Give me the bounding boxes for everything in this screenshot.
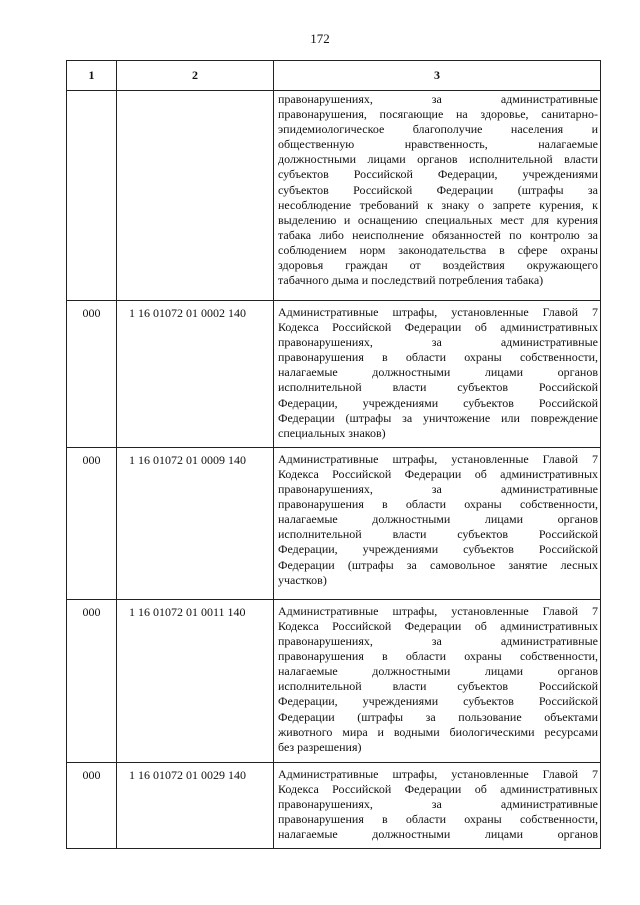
description-cell [274, 599, 601, 762]
description-line: несоблюдение требований к знаку о запрете курения, к [278, 197, 598, 212]
admin-code-cell: 000 [67, 301, 117, 448]
description-line: должностными лицами органов исполнительной власти [278, 152, 598, 167]
description-line: общественную нравственность, налагаемые [278, 137, 598, 152]
description-line: Кодекса Российской Федерации об административных [278, 466, 598, 481]
description-line: Федерации, учреждениями субъектов Российской [278, 542, 598, 557]
description-line: Административные штрафы, установленные Главой 7 [278, 766, 598, 781]
description-line: здоровья граждан от воздействия окружающего [278, 258, 598, 273]
description-line: специальных знаков) [278, 425, 386, 440]
description-line: табака либо неисполнение обязанностей по контролю за [278, 227, 598, 242]
description-line: Федерации (штрафы за пользование объектами [278, 709, 598, 724]
description-line: субъектов Российской Федерации (штрафы за [278, 182, 598, 197]
description-line: субъектов Российской Федерации, учреждениями [278, 167, 598, 182]
description-line: правонарушения в области охраны собственности, [278, 497, 598, 512]
table-row [67, 301, 601, 448]
table-body [67, 91, 601, 849]
column-header-1: 1 [67, 61, 117, 91]
header-row [67, 61, 601, 91]
description-line: Федерации (штрафы за самовольное занятие лесных [278, 557, 598, 572]
description-line: животного мира и водными биологическими ресурсами [278, 724, 598, 739]
description-line: без разрешения) [278, 739, 362, 754]
description-line: правонарушениях, за административные [278, 797, 598, 812]
description-line: правонарушения в области охраны собственности, [278, 812, 598, 827]
description-line: налагаемые должностными лицами органов [278, 827, 598, 842]
description-line: участков) [278, 572, 327, 587]
budget-codes-table [66, 60, 601, 849]
budget-code-cell: 1 16 01072 01 0009 140 [117, 447, 274, 599]
description-line: налагаемые должностными лицами органов [278, 512, 598, 527]
admin-code-cell: 000 [67, 599, 117, 762]
description-line: налагаемые должностными лицами органов [278, 365, 598, 380]
description-line: правонарушениях, за административные [278, 634, 598, 649]
description-line: Кодекса Российской Федерации об административных [278, 320, 598, 335]
table-row [67, 447, 601, 599]
description-line: исполнительной власти субъектов Российской [278, 679, 598, 694]
description-line: Федерации (штрафы за уничтожение или повреждение [278, 410, 598, 425]
description-line: правонарушения в области охраны собственности, [278, 350, 598, 365]
description-line: налагаемые должностными лицами органов [278, 664, 598, 679]
description-line: Кодекса Российской Федерации об административных [278, 618, 598, 633]
description-line: Федерации, учреждениями субъектов Российской [278, 395, 598, 410]
description-line: эпидемиологическое благополучие населения и [278, 122, 598, 137]
description-line: правонарушениях, за административные [278, 92, 598, 106]
description-line: табачного дыма и последствий потребления табака) [278, 273, 544, 288]
admin-code-cell [67, 91, 117, 301]
column-header-2: 2 [117, 61, 274, 91]
column-header-3: 3 [274, 61, 601, 91]
budget-code-cell: 1 16 01072 01 0011 140 [117, 599, 274, 762]
description-cell [274, 301, 601, 448]
table-header [67, 61, 601, 91]
description-cell [274, 91, 601, 301]
description-line: выделению и оснащению специальных мест для курения [278, 212, 598, 227]
description-line: правонарушениях, за административные [278, 335, 598, 350]
admin-code-cell: 000 [67, 447, 117, 599]
table-row [67, 762, 601, 848]
description-line: Административные штрафы, установленные Главой 7 [278, 603, 598, 618]
description-cell [274, 762, 601, 848]
description-line: Федерации, учреждениями субъектов Российской [278, 694, 598, 709]
budget-code-cell: 1 16 01072 01 0029 140 [117, 762, 274, 848]
admin-code-cell: 000 [67, 762, 117, 848]
description-line: правонарушения в области охраны собственности, [278, 649, 598, 664]
description-line: Кодекса Российской Федерации об административных [278, 781, 598, 796]
description-line: соблюдением норм законодательства в сфере охраны [278, 242, 598, 257]
description-line: Административные штрафы, установленные Главой 7 [278, 305, 598, 319]
budget-code-cell [117, 91, 274, 301]
description-line: Административные штрафы, установленные Главой 7 [278, 451, 598, 466]
description-line: исполнительной власти субъектов Российской [278, 380, 598, 395]
page-number: 172 [310, 31, 330, 46]
description-line: правонарушения, посягающие на здоровье, санитарно- [278, 107, 598, 122]
table-row [67, 599, 601, 762]
description-line: исполнительной власти субъектов Российской [278, 527, 598, 542]
description-line: правонарушениях, за административные [278, 482, 598, 497]
budget-code-cell: 1 16 01072 01 0002 140 [117, 301, 274, 448]
table-row [67, 91, 601, 301]
description-cell [274, 447, 601, 599]
